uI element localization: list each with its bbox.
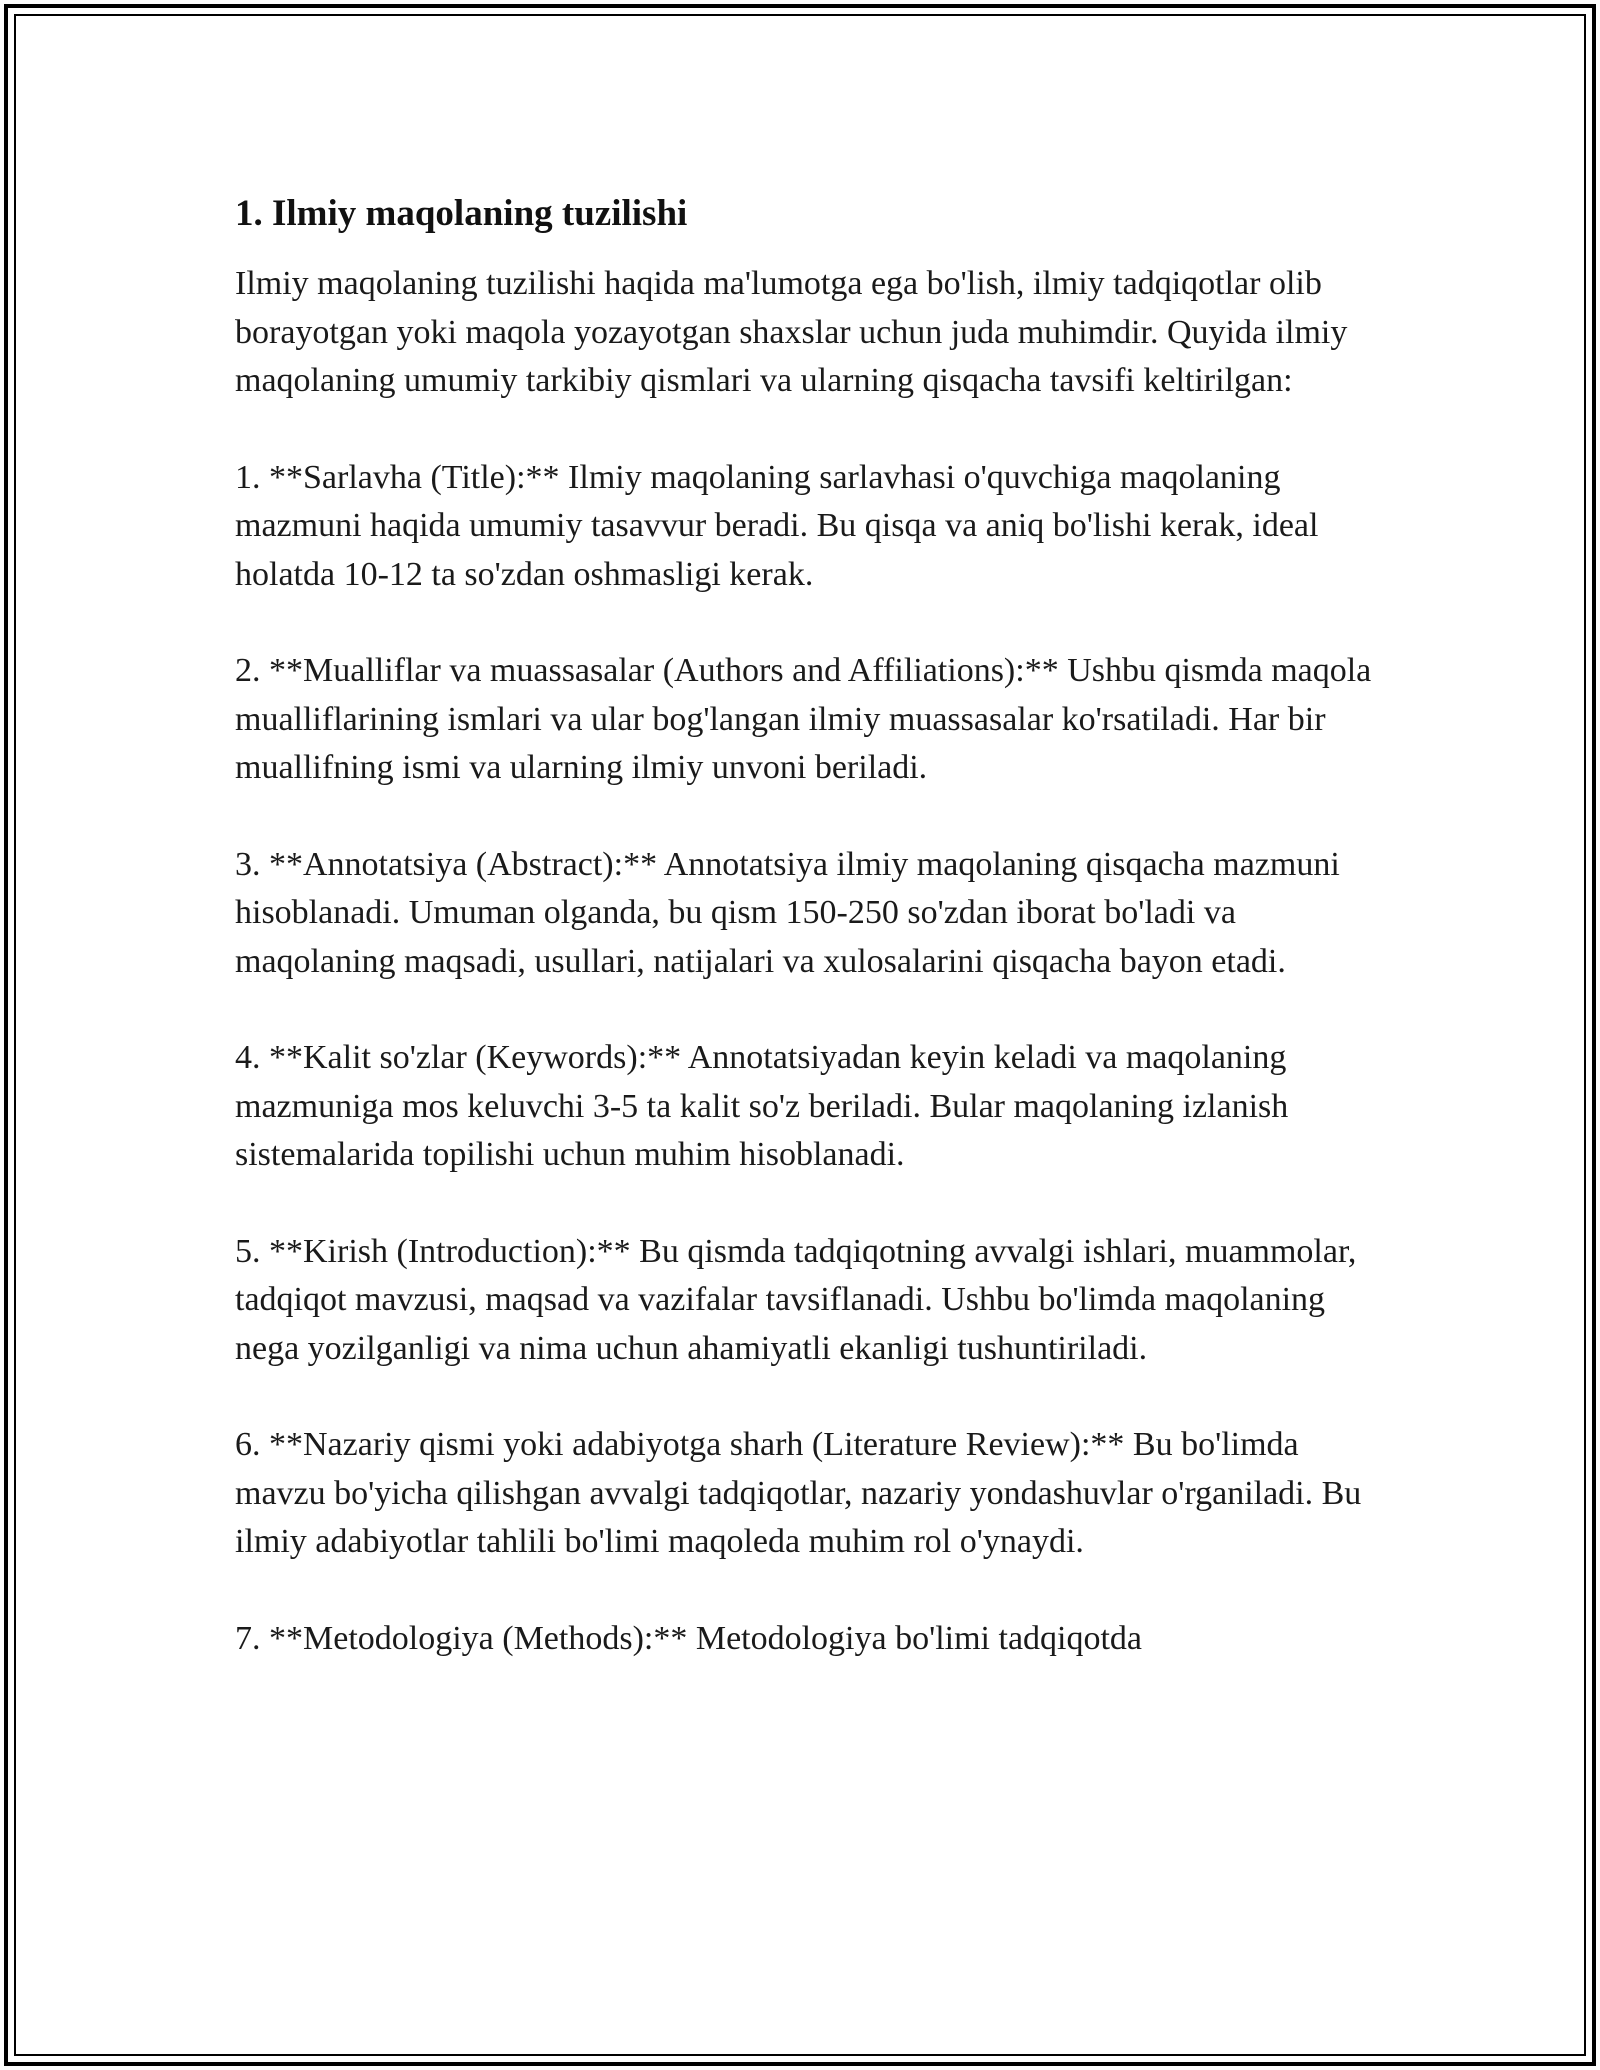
section-heading: 1. Ilmiy maqolaning tuzilishi bbox=[235, 193, 688, 234]
list-item-authors: 2. **Mualliflar va muassasalar (Authors and Affiliations):** Ushbu qismda maqola mualliflarining ismlari va ular bog'langan ilmiy muassasalar ko'rsatiladi. Har bir muallifning ismi va ularning ilmiy unvoni beriladi. bbox=[235, 652, 1372, 786]
list-item-methods: 7. **Metodologiya (Methods):** Metodologiya bo'limi tadqiqotda bbox=[235, 1619, 1143, 1657]
list-item-keywords: 4. **Kalit so'zlar (Keywords):** Annotatsiyadan keyin keladi va maqolaning mazmuniga mos keluvchi 3-5 ta kalit so'z beriladi. Bular maqolaning izlanish sistemalarida topilishi uchun muhim hisoblanadi. bbox=[235, 1039, 1289, 1173]
intro-paragraph: Ilmiy maqolaning tuzilishi haqida ma'lumotga ega bo'lish, ilmiy tadqiqotlar olib borayotgan yoki maqola yozayotgan shaxslar uchun juda muhimdir. Quyida ilmiy maqolaning umumiy tarkibiy qismlari va ularning qisqacha tavsifi keltirilgan: bbox=[235, 265, 1348, 399]
list-item-literature-review: 6. **Nazariy qismi yoki adabiyotga sharh (Literature Review):** Bu bo'limda mavzu bo'yicha qilishgan avvalgi tadqiqotlar, nazariy yondashuvlar o'rganiladi. Bu ilmiy adabiyotlar tahlili bo'limi maqoleda muhim rol o'ynaydi. bbox=[235, 1426, 1362, 1560]
document-body bbox=[235, 188, 1375, 1711]
list-item-abstract: 3. **Annotatsiya (Abstract):** Annotatsiya ilmiy maqolaning qisqacha mazmuni hisoblanadi. Umuman olganda, bu qism 150-250 so'zdan iborat bo'ladi va maqolaning maqsadi, usullari, natijalari va xulosalarini qisqacha bayon etadi. bbox=[235, 845, 1340, 980]
list-item-introduction: 5. **Kirish (Introduction):** Bu qismda tadqiqotning avvalgi ishlari, muammolar, tadqiqot mavzusi, maqsad va vazifalar tavsiflanadi. Ushbu bo'limda maqolaning nega yozilganligi va nima uchun ahamiyatli ekanligi tushuntiriladi. bbox=[235, 1232, 1357, 1367]
list-item-title: 1. **Sarlavha (Title):** Ilmiy maqolaning sarlavhasi o'quvchiga maqolaning mazmuni haqida umumiy tasavvur beradi. Bu qisqa va aniq bo'lishi kerak, ideal holatda 10-12 ta so'zdan oshmasligi kerak. bbox=[235, 458, 1319, 593]
